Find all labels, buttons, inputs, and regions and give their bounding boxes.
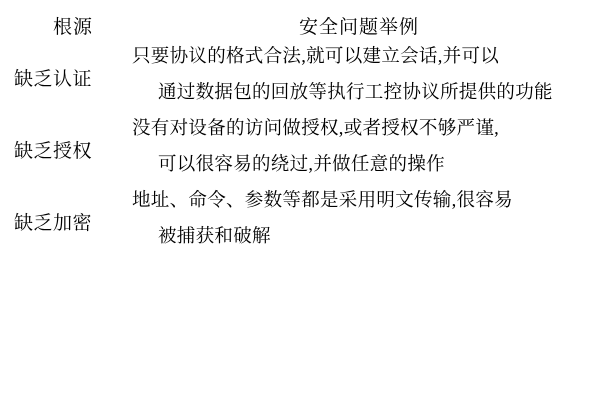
row-example-line: 可以很容易的绕过,并做任意的操作 [158,155,445,176]
row-cause [14,183,132,255]
header-cause: 根源 [52,17,93,38]
table-row [14,111,586,183]
header-example: 安全问题举例 [298,17,419,38]
row-cause-label: 缺乏授权 [14,140,93,162]
row-cause [14,111,132,183]
row-example-line: 没有对设备的访问做授权,或者授权不够严谨, [132,119,500,140]
table-header-row [14,12,586,39]
row-example-line: 地址、命令、参数等都是采用明文传输,很容易 [132,191,513,212]
row-cause [14,39,132,111]
row-cause-label: 缺乏认证 [14,68,93,90]
row-example [132,183,586,255]
row-cause-label: 缺乏加密 [14,212,93,234]
security-issues-table [14,12,586,257]
table-bottom-rule-cell-left [14,255,132,257]
table-row [14,39,586,111]
table-row [14,183,586,255]
row-example-line: 通过数据包的回放等执行工控协议所提供的功能 [158,83,553,104]
row-example-line: 被捕获和破解 [158,227,271,248]
row-example-line: 只要协议的格式合法,就可以建立会话,并可以 [132,47,500,67]
document-page [0,12,600,412]
row-example [132,39,586,111]
table-bottom-rule [14,255,586,257]
row-example [132,111,586,183]
table-bottom-rule-cell-right [132,255,586,257]
